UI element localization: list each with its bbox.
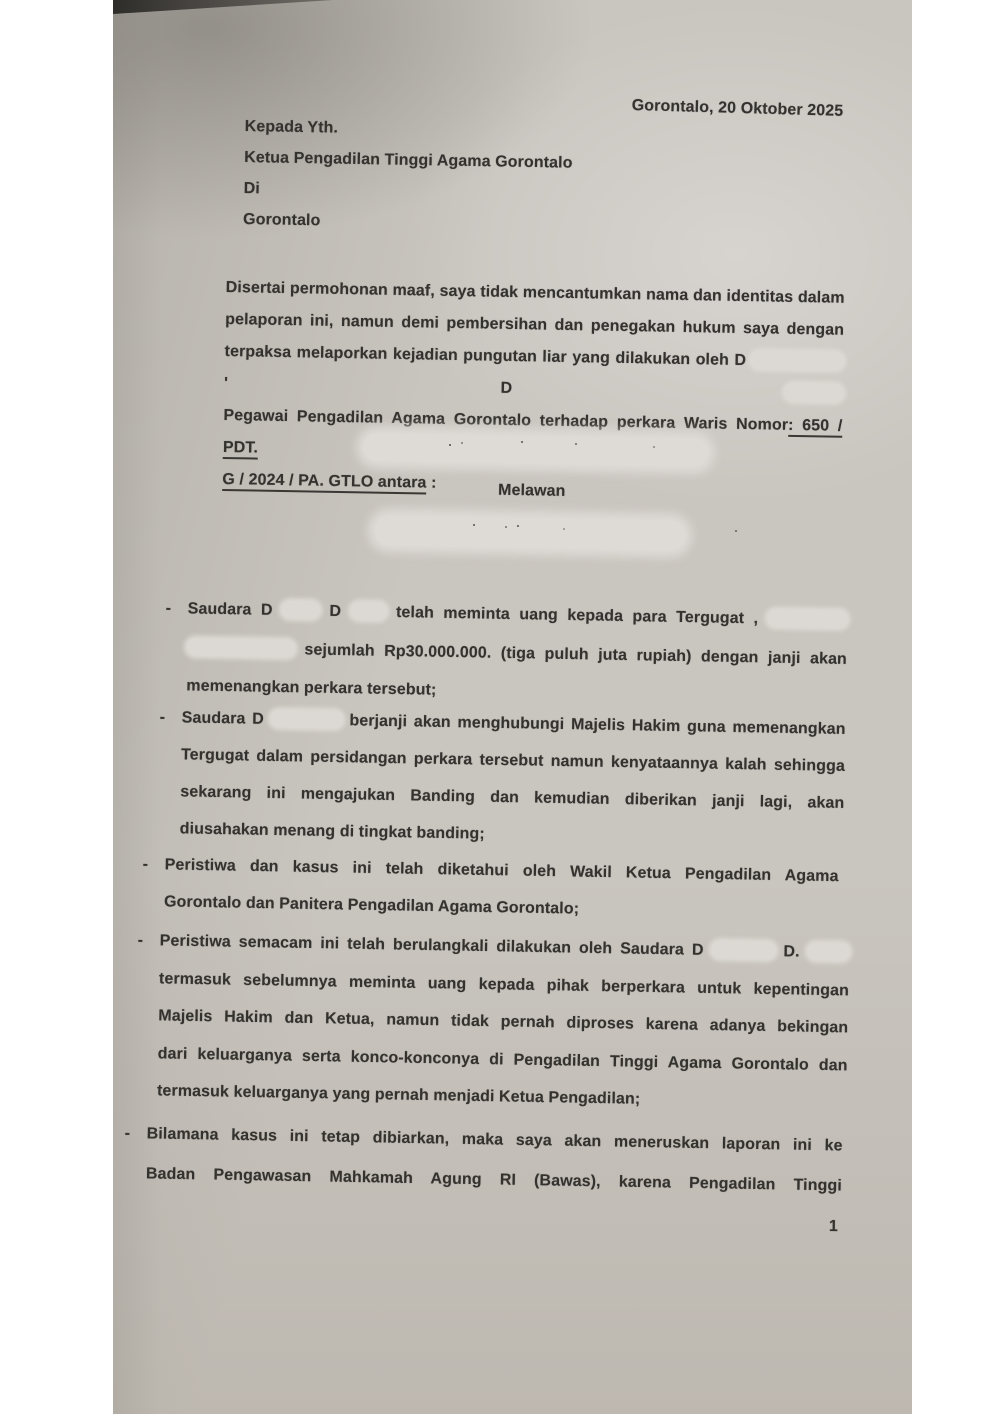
redaction-mark [711,941,775,959]
recipient-block [243,111,574,241]
redaction-mark [768,610,848,628]
bullet-line: termasuk sebelumnya meminta uang kepada pihak berperkara untuk kepentingan [158,969,850,999]
bullet-item [164,590,848,717]
recipient-line: Kepada Yth. [244,117,339,137]
bullet-line: Majelis Hakim dan Ketua, namun tidak pernah diproses karena adanya bekingan [158,1007,849,1037]
intro-line: Pegawai Pengadilan Agama Gorontalo terhadap perkara Waris Nomor: 650 / PDT. [223,400,843,475]
bullet-line: Peristiwa semacam ini telah berulangkali dilakukan oleh Saudara D D. [137,922,850,972]
bullet-item [135,922,850,1122]
bullet-line: memenangkan perkara tersebut; [186,677,437,699]
bullet-item [142,846,839,932]
page-number: 1 [828,1218,838,1236]
bullet-line: Tergugat dalam persidangan perkara tersebut namun kenyataannya kalah sehingga [180,746,846,775]
intro-paragraph [222,272,845,507]
bullet-line: Peristiwa dan kasus ini telah diketahui oleh Wakil Ketua Pengadilan Agama [164,856,839,886]
intro-line: terpaksa melaporkan kejadian pungutan liar yang dilakukan oleh D ' D [224,336,844,411]
bullet-line: Bilamana kasus ini tetap dibiarkan, maka saya akan meneruskan laporan ini ke [146,1125,843,1155]
intro-line: G / 2024 / PA. GTLO antara : [222,464,841,507]
bullet-line: Saudara D berjanji akan menghubungi Majelis Hakim guna memenangkan [181,709,846,738]
bullet-line: Saudara D D telah meminta uang kepada para Tergugat , [165,590,848,640]
bullet-line: sekarang ini mengajukan Banding dan kemudian diberikan janji lagi, akan [180,783,845,812]
redaction-mark [785,384,843,402]
redacted-party-name [363,433,708,467]
redaction-residue [413,524,415,526]
bullet-item [157,699,845,859]
intro-line: pelaporan ini, namun demi pembersihan dan penegakan hukum saya dengan [225,310,845,339]
bullet-marker: - [159,708,166,727]
bullet-line: termasuk keluarganya yang pernah menjadi Ketua Pengadilan; [156,1082,641,1108]
bullet-line: sejumlah Rp30.000.000. (tiga puluh juta rupiah) dengan janji akan [165,628,848,678]
redaction-mark [187,638,295,657]
intro-line: Disertai permohonan maaf, saya tidak mencantumkan nama dan identitas dalam [225,278,845,307]
letter-date: Gorontalo, 20 Oktober 2025 [631,97,844,120]
bullet-marker: - [124,1124,131,1143]
bullet-line: Gorontalo dan Panitera Pengadilan Agama Gorontalo; [163,893,580,918]
bullet-line: dari keluarganya serta konco-konconya di Pengadilan Tinggi Agama Gorontalo dan [157,1044,848,1074]
recipient-line: Ketua Pengadilan Tinggi Agama Gorontalo [244,148,573,172]
case-number: : 650 / PDT. [223,417,843,460]
bullet-item [124,1114,843,1206]
case-number: G / 2024 / PA. GTLO antara [222,471,426,495]
redaction-mark [807,943,849,961]
redaction-residue [403,444,405,446]
versus-label: Melawan [497,481,566,500]
bullet-marker: - [142,855,149,874]
redaction-mark [282,601,320,619]
redaction-mark [350,602,386,620]
bullet-line: Badan Pengawasan Mahkamah Agung RI (Bawas), karena Pengadilan Tinggi [145,1164,843,1195]
recipient-line: Di [243,179,260,198]
redaction-mark [751,351,843,370]
paper-sheet [113,0,912,1414]
bullet-marker: - [137,931,144,950]
bullet-line: diusahakan menang di tingkat banding; [179,820,485,843]
recipient-line: Gorontalo [242,210,321,230]
bullet-marker: - [165,599,172,618]
redacted-party-name [375,515,685,550]
redaction-mark [271,710,343,728]
paper-edge-shadow [113,0,333,14]
